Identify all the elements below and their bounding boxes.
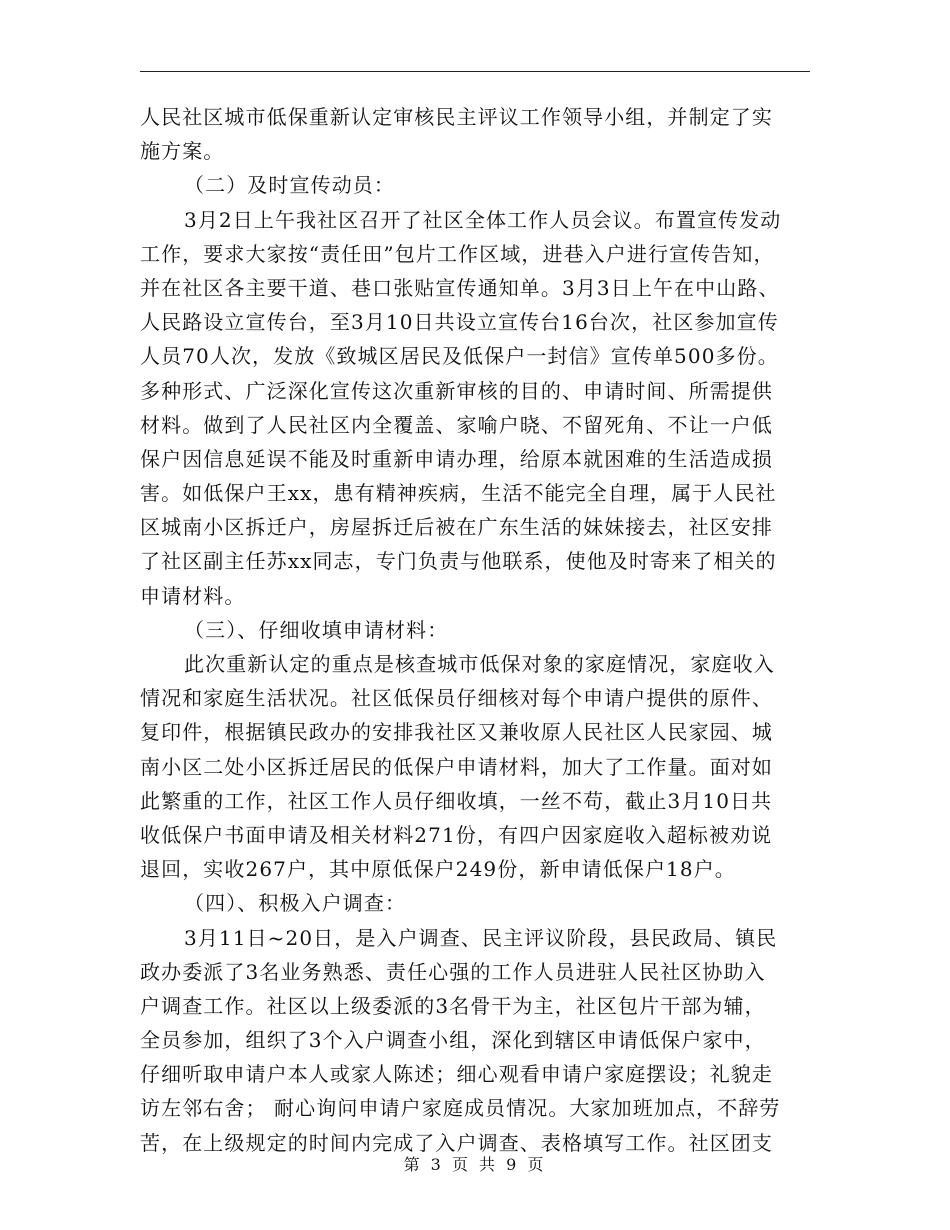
text-line: （三）、仔细收填申请材料：: [184, 617, 449, 642]
text-line: 3月11日~20日，是入户调查、民主评议阶段，县民政局、镇民: [184, 925, 778, 950]
text-line: 苦，在上级规定的时间内完成了入户调查、表格填写工作。社区团支: [140, 1130, 773, 1155]
text-line: 申请材料。: [140, 583, 246, 608]
text-line: 3月2日上午我社区召开了社区全体工作人员会议。布置宣传发动: [184, 207, 782, 232]
text-line: 全员参加，组织了3个入户调查小组，深化到辖区申请低保户家中，: [140, 1028, 766, 1053]
text-line: 保户因信息延误不能及时重新申请办理，给原本就困难的生活造成损: [140, 446, 773, 471]
text-line: 了社区副主任苏xx同志，专门负责与他联系，使他及时寄来了相关的: [140, 549, 777, 574]
text-line: 多种形式、广泛深化宣传这次重新审核的目的、申请时间、所需提供: [140, 378, 773, 403]
text-line: 复印件，根据镇民政办的安排我社区又兼收原人民社区人民家园、城: [140, 720, 773, 745]
text-line: 收低保户书面申请及相关材料271份，有四户因家庭收入超标被劝说: [140, 822, 773, 847]
text-line: 退回，实收267户，其中原低保户249份，新申请低保户18户。: [140, 857, 736, 882]
text-line: 仔细听取申请户本人或家人陈述；细心观看申请户家庭摆设；礼貌走: [140, 1062, 773, 1087]
text-line: 害。如低保户王xx，患有精神疾病，生活不能完全自理，属于人民社: [140, 481, 777, 506]
body-text: [140, 100, 820, 1160]
text-line: 区城南小区拆迁户，房屋拆迁后被在广东生活的妹妹接去，社区安排: [140, 515, 773, 540]
text-line: 施方案。: [140, 139, 225, 164]
text-line: （二）及时宣传动员：: [184, 173, 395, 198]
text-line: 此繁重的工作，社区工作人员仔细收填，一丝不苟，截止3月10日共: [140, 788, 773, 813]
text-line: （四）、积极入户调查：: [184, 891, 407, 916]
text-line: 此次重新认定的重点是核查城市低保对象的家庭情况，家庭收入: [184, 652, 775, 676]
text-line: 访左邻右舍； 耐心询问申请户家庭成员情况。大家加班加点，不辞劳: [140, 1096, 781, 1121]
text-line: 人民社区城市低保重新认定审核民主评议工作领导小组，并制定了实: [140, 105, 773, 129]
text-line: 南小区二处小区拆迁居民的低保户申请材料，加大了工作量。面对如: [140, 754, 773, 779]
text-line: 工作，要求大家按“责任田”包片工作区域，进巷入户进行宣传告知，: [140, 241, 775, 266]
header-rule: [140, 71, 810, 72]
page-number-footer: 第 3 页 共 9 页: [403, 1155, 547, 1174]
text-line: 户调查工作。社区以上级委派的3名骨干为主，社区包片干部为辅，: [140, 993, 766, 1018]
text-line: 政办委派了3名业务熟悉、责任心强的工作人员进驻人民社区协助入: [140, 959, 766, 984]
text-line: 并在社区各主要干道、巷口张贴宣传通知单。3月3日上午在中山路、: [140, 275, 780, 300]
text-line: 人民路设立宣传台，至3月10日共设立宣传台16台次，社区参加宣传: [140, 310, 779, 335]
text-line: 情况和家庭生活状况。社区低保员仔细核对每个申请户提供的原件、: [140, 686, 773, 711]
text-line: 人员70人次，发放《致城区居民及低保户一封信》宣传单500多份。: [140, 344, 779, 369]
text-line: 材料。做到了人民社区内全覆盖、家喻户晓、不留死角、不让一户低: [140, 412, 773, 437]
